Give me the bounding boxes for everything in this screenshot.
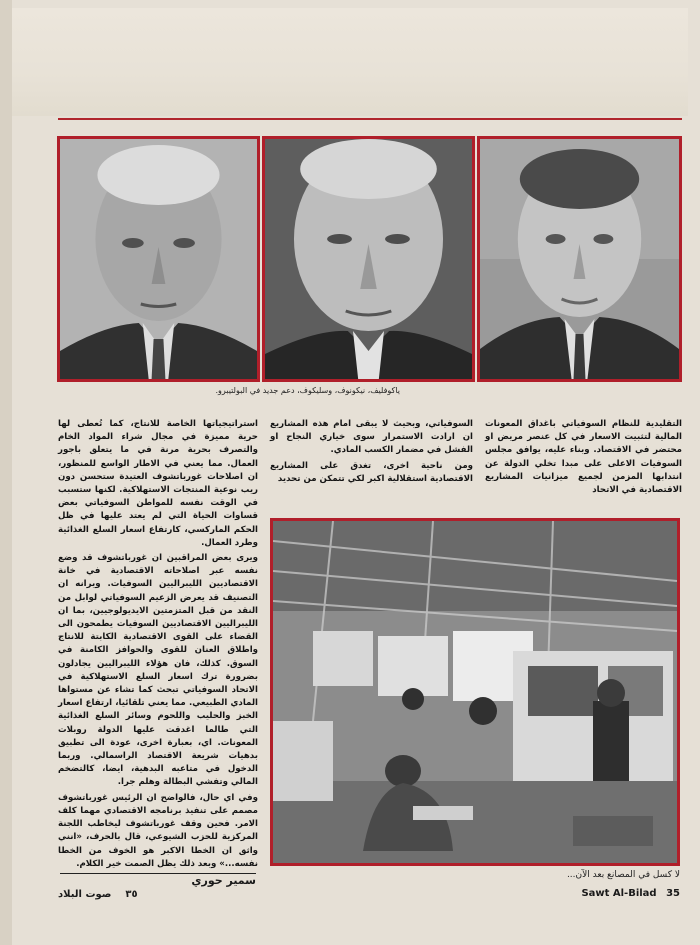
factory-caption: لا كسل في المصانع بعد الآن... xyxy=(566,870,680,880)
factory-image xyxy=(273,521,677,863)
blank-header-area xyxy=(12,8,688,116)
author-signature: سمير حوري xyxy=(191,874,256,887)
paragraph: ومن ناحية اخرى، تغدق على المشاريع الاقتصادية استقلالية اكبر لكي تتمكن من تحديد xyxy=(270,460,473,484)
header-red-rule xyxy=(58,118,682,120)
factory-photo xyxy=(270,518,680,866)
footer-publication-latin: Sawt Al-Bilad xyxy=(581,888,657,899)
article-column-left xyxy=(58,418,258,873)
paragraph: السوفياتي، وبحيث لا يبقى امام هذه المشاريع ان ارادت الاستمرار سوى خياري النجاح او الفشل في مضمار الكسب المادي. xyxy=(270,419,473,456)
footer-right xyxy=(575,888,680,899)
page-binding-edge xyxy=(0,0,12,945)
paragraph: التقليدية للنظام السوفياتي باغداق المعونات المالية لتثبيت الاسعار في كل عنصر مريض او محتضر في الاقتصاد. وبناء عليه، يوافق مجلس السوفيات الاعلى على مبدا تخلي الدولة عن انتدابها المزمن لجميع ميزانيات المشاريع الاقتصادية في الاتحاد xyxy=(485,419,682,496)
article-column-middle xyxy=(270,418,473,488)
photo-caption: ياكوفليف، نيكونوف، وسليكوف، دعم جديد في البولتيبرو. xyxy=(215,386,400,395)
portrait-photo-nikonov xyxy=(262,136,475,382)
footer-left xyxy=(58,889,138,900)
portrait-image xyxy=(60,139,257,379)
paragraph: استراتيجياتها الخاصة للانتاج، كما تُعطى لها حرية مميزة في مجال شراء المواد الخام والتصرف بحرية مرنة في ما يتعلق باجور العمال. مما يعني في الاطار الواسع للمنظور، ان اصلاحات غورباتشوف العتيدة ستحسن دون ريب نوعية المنتجات الاستهلاكية. لكنها ستسبب في الوقت نفسه للمواطن السوفياتي بعض قساوات الحياة التي لم يعتد عليها في ظل الحكم الماركسي، كارتفاع اسعار السلع الغذائية وطرد العمال. xyxy=(58,419,258,548)
portrait-photo-yakovlev xyxy=(477,136,682,382)
footer-publication-arabic: صوت البلاد xyxy=(58,889,112,900)
article-column-right xyxy=(485,418,682,499)
paragraph: وفي اي حال، فالواضح ان الرئيس غورباتشوف مصمم على تنفيذ برنامجه الاقتصادي مهما كلف الامر. فحين وقف غورباتشوف ليخاطب اللجنة المركزية للحزب الشيوعي، قال بالحرف، «انني واثق ان الخطا الاكبر هو الخوف من الخطا نفسه...» وبعد ذلك يظل الصمت خير الكلام. xyxy=(58,792,258,869)
paragraph: ويرى بعض المراقبين ان غورباتشوف قد وضع نفسه عبر اصلاحاته الاقتصادية في خانة الاقتصاديين الليبراليين السوفيات. ويرانه ان التصنيف قد يعرض الزعيم السوفياتي لوابل من النقد من قبل المتزمتين الايديولوجيين، بما ان الليبراليين الاقتصاديين السوفيات يطمحون الى القضاء على القوى الاقتصادية الكابتة للانتاج واطلاق العنان للقوى والحوافز الكامنة في السوق. كذلك، فان هؤلاء الليبراليين يجادلون بضرورة ترك اسعار السلع الاستهلاكية في الاتحاد السوفياتي تبحث كما تشاء عن مستواها المادي الطبيعي. مما يعني تلقائيا، ارتفاع اسعار الخبز والحليب واللحوم وسائر السلع الغذائية التي طالما اغدقت عليها الدولة روبلات المعونات. اي، بعبارة اخرى، عودة الى تطبيق بدهيات شريعة الاقتصاد الراسمالي. وربما الدخول في متاعبه البدهية، ايضا، كالتضخم المالي وتفشي البطالة وهلم جرا. xyxy=(58,553,258,788)
footer-page-number-latin: 35 xyxy=(666,888,680,899)
portrait-photo-slyunkov xyxy=(57,136,260,382)
portrait-image xyxy=(265,139,472,379)
footer-page-number-arabic: ٣٥ xyxy=(125,889,138,900)
portrait-image xyxy=(480,139,679,379)
